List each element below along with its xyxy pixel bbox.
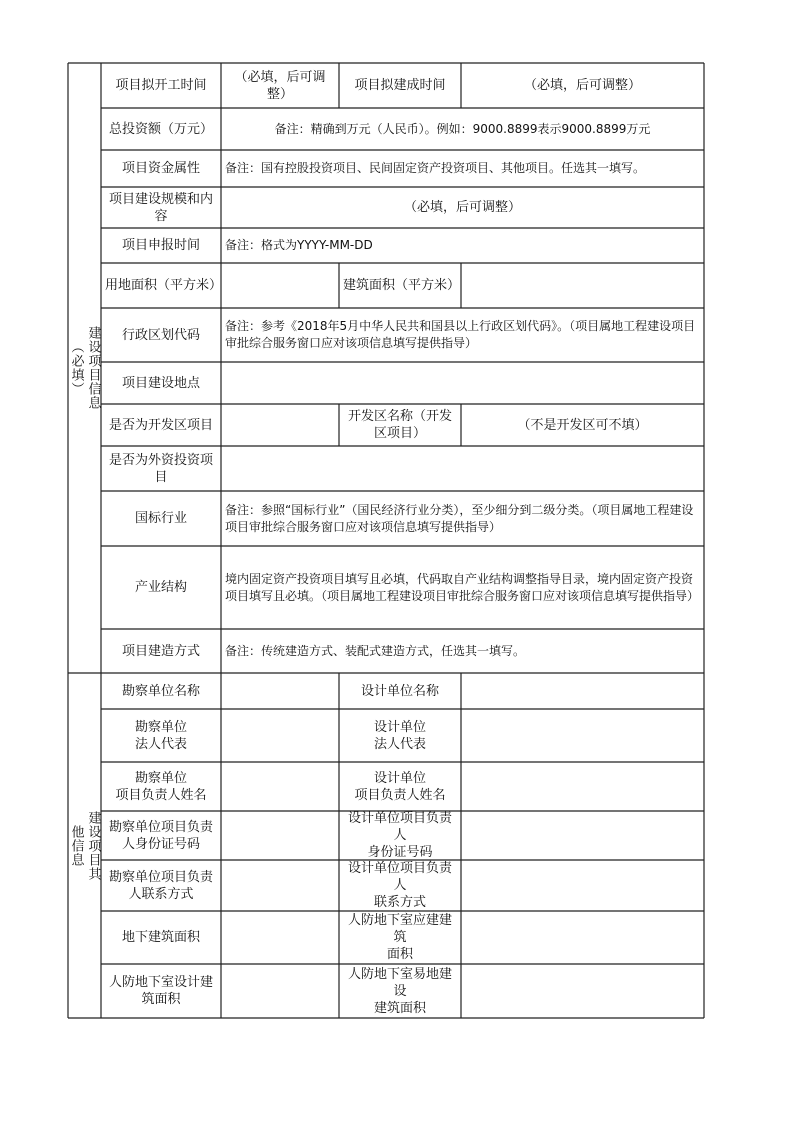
building-area-label: 建筑面积（平方米） bbox=[343, 278, 461, 293]
survey-manager-label: 勘察单位 项目负责人姓名 bbox=[115, 770, 207, 803]
design-legal-field[interactable] bbox=[461, 709, 704, 762]
fund-nature-label: 项目资金属性 bbox=[121, 161, 200, 176]
location-field[interactable] bbox=[221, 362, 704, 404]
build-mode-field[interactable]: 备注：传统建造方式、装配式建造方式，任选其一填写。 bbox=[225, 643, 526, 658]
scale-label: 项目建设规模和内容 bbox=[108, 191, 213, 224]
investment-label: 总投资额（万元） bbox=[108, 121, 213, 137]
design-manager-label: 设计单位 项目负责人姓名 bbox=[354, 770, 446, 803]
survey-id-field[interactable] bbox=[221, 811, 339, 860]
section-title-project-info bbox=[68, 63, 101, 673]
design-id-label: 设计单位项目负责人 身份证号码 bbox=[347, 811, 452, 860]
civil-defense-offsite-field[interactable] bbox=[461, 964, 704, 1018]
underground-area-field[interactable] bbox=[221, 911, 339, 964]
survey-contact-label: 勘察单位项目负责 人联系方式 bbox=[108, 869, 213, 902]
industry-field[interactable]: 备注：参照“国标行业”（国民经济行业分类），至少细分到二级分类。（项目属地工程建设项目审批综合服务窗口应对该项信息填写提供指导） bbox=[225, 502, 694, 534]
section-title-text: 建设项目其他信息 bbox=[68, 810, 101, 881]
building-area-field[interactable] bbox=[461, 263, 704, 308]
admin-code-label: 行政区划代码 bbox=[121, 327, 200, 343]
design-legal-label: 设计单位 法人代表 bbox=[373, 719, 426, 752]
survey-manager-field[interactable] bbox=[221, 762, 339, 811]
scale-field[interactable]: （必填，后可调整） bbox=[403, 200, 521, 215]
civil-defense-offsite-label: 人防地下室易地建设 建筑面积 bbox=[347, 966, 452, 1016]
civil-defense-required-label: 人防地下室应建建筑 面积 bbox=[347, 913, 452, 962]
admin-code-field[interactable]: 备注：参考《2018年5月中华人民共和国县以上行政区划代码》。（项目属地工程建设项目审批综合服务窗口应对该项信息填写提供指导） bbox=[225, 319, 696, 350]
industry-label: 国标行业 bbox=[134, 511, 187, 526]
design-unit-label: 设计单位名称 bbox=[360, 683, 439, 699]
design-id-field[interactable] bbox=[461, 811, 704, 860]
build-mode-label: 项目建造方式 bbox=[121, 643, 200, 659]
design-contact-label: 设计单位项目负责人 联系方式 bbox=[347, 861, 452, 910]
report-time-label: 项目申报时间 bbox=[121, 238, 200, 253]
dev-zone-label: 是否为开发区项目 bbox=[108, 417, 213, 433]
dev-zone-name-field[interactable]: （不是开发区可不填） bbox=[517, 417, 648, 433]
survey-id-label: 勘察单位项目负责 人身份证号码 bbox=[108, 819, 213, 852]
finish-time-field[interactable]: （必填，后可调整） bbox=[523, 78, 641, 93]
dev-zone-name-label: 开发区名称（开发区项目） bbox=[347, 409, 452, 441]
industry-structure-label: 产业结构 bbox=[134, 580, 187, 595]
finish-time-label: 项目拟建成时间 bbox=[354, 78, 446, 93]
dev-zone-field[interactable] bbox=[221, 404, 339, 446]
report-time-field[interactable]: 备注：格式为YYYY-MM-DD bbox=[225, 238, 373, 252]
design-contact-field[interactable] bbox=[461, 860, 704, 911]
civil-defense-design-field[interactable] bbox=[221, 964, 339, 1018]
survey-legal-label: 勘察单位 法人代表 bbox=[134, 719, 187, 752]
civil-defense-required-field[interactable] bbox=[461, 911, 704, 964]
survey-unit-field[interactable] bbox=[221, 673, 339, 709]
start-time-label: 项目拟开工时间 bbox=[115, 78, 207, 93]
land-area-label: 用地面积（平方米） bbox=[105, 278, 223, 293]
industry-structure-field[interactable]: 境内固定资产投资项目填写且必填，代码取自产业结构调整指导目录，境内固定资产投资项目填写且必填。（项目属地工程建设项目审批综合服务窗口应对该项信息填写提供指导） bbox=[225, 571, 700, 603]
start-time-field[interactable]: （必填，后可调整） bbox=[234, 69, 326, 102]
section-title-text: 建设项目信息（必填） bbox=[68, 326, 101, 410]
survey-contact-field[interactable] bbox=[221, 860, 339, 911]
investment-field[interactable]: 备注：精确到万元（人民币）。例如：9000.8899表示9000.8899万元 bbox=[274, 121, 651, 136]
fund-nature-field[interactable]: 备注：国有控股投资项目、民间固定资产投资项目、其他项目。任选其一填写。 bbox=[225, 161, 646, 175]
design-unit-field[interactable] bbox=[461, 673, 704, 709]
foreign-investment-label: 是否为外资投资项目 bbox=[108, 452, 213, 485]
civil-defense-design-label: 人防地下室设计建 筑面积 bbox=[108, 975, 213, 1007]
land-area-field[interactable] bbox=[221, 263, 339, 308]
survey-unit-label: 勘察单位名称 bbox=[121, 683, 200, 699]
location-label: 项目建设地点 bbox=[121, 375, 200, 391]
design-manager-field[interactable] bbox=[461, 762, 704, 811]
foreign-investment-field[interactable] bbox=[221, 446, 704, 491]
section-title-other-info bbox=[68, 673, 101, 1018]
underground-area-label: 地下建筑面积 bbox=[121, 930, 200, 945]
survey-legal-field[interactable] bbox=[221, 709, 339, 762]
